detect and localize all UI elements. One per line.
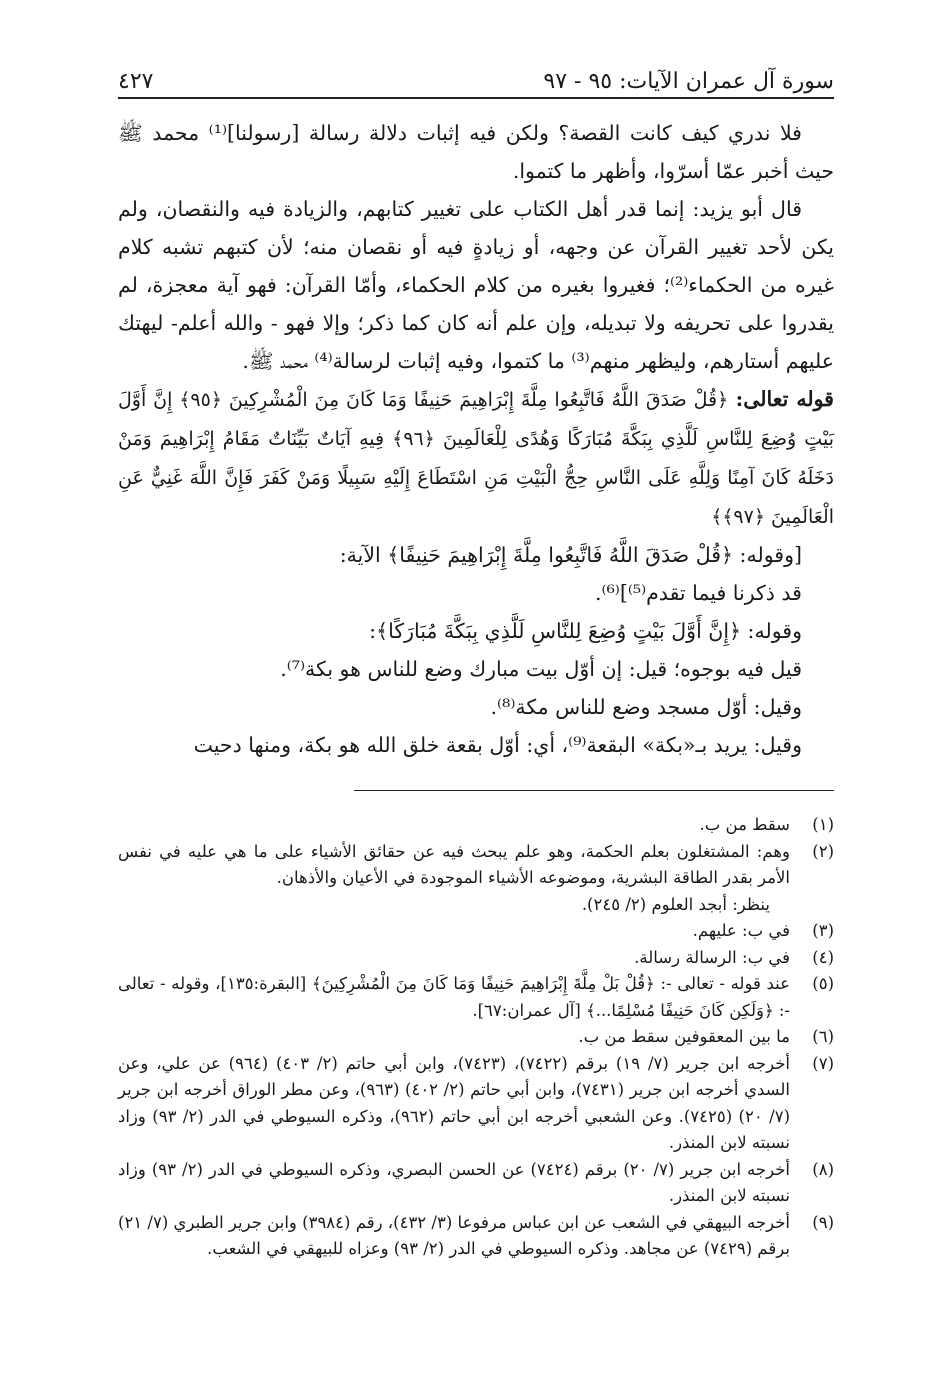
footnote-text: أخرجه ابن جرير (٧/ ١٩) برقم (٧٤٢٢)، (٧٤٢٣)، وابن أبي حاتم (٢/ ٤٠٣) (٩٦٤) عن علي، وعن السدي أخرجه ابن جرير (٧٤٣١)، وابن أبي حاتم (٢/ ٤٠٢) (٩٦٣)، وعن مطر الوراق أخرجه ابن جرير (٧/ ٢٠) (٧٤٢٥). وعن الشعبي أخرجه ابن أبي حاتم (٩٦٢)، وذكره السيوطي في الدر (٢/ ٩٣) وزاد نسبته لابن المنذر. — [118, 1053, 791, 1152]
footnote-number: (٨) — [812, 1159, 834, 1179]
footnote-number: (٤) — [812, 947, 834, 967]
footnote-number: (١) — [812, 815, 834, 834]
footnote-text: أخرجه ابن جرير (٧/ ٢٠) برقم (٧٤٢٤) عن الحسن البصري، وذكره السيوطي في الدر (٢/ ٩٣) وزاد نسبته لابن المنذر. — [118, 1159, 790, 1205]
footnote-text: عند قوله - تعالى -: ﴿قُلْ بَلْ مِلَّةَ إِبْرَاهِيمَ حَنِيفًا وَمَا كَانَ مِنَ الْمُشْرِكِينَ﴾ [البقرة:١٣٥]، وقوله - تعالى -: ﴿وَلَكِن كَانَ حَنِيفًا مُسْلِمًا...﴾ [آل عمران:٦٧]. — [118, 974, 791, 1020]
footnote — [118, 1210, 834, 1263]
verse-heading: قوله تعالى: — [735, 387, 834, 411]
footnote — [118, 918, 834, 945]
paragraph-2: قال أبو يزيد: إنما قدر أهل الكتاب على تغيير كتابهم، والزيادة فيه والنقصان، ولم يكن لأحد تغيير القرآن عن وجهه، أو زيادةٍ فيه أو نقصان منه؛ لأن كتبهم تشبه كلام غيره من الحكماء⁽²⁾؛ فغيروا بغيره من كلام الحكماء، وأمّا القرآن: فهو آية معجزة، لم يقدروا على تحريفه ولا تبديله، وإن علم أنه كان كما ذكر؛ وإلا فهو - والله أعلم- ليهتك عليهم أستارهم، وليظهر منهم⁽³⁾ ما كتموا، وفيه إثبات لرسالة⁽⁴⁾ محمد ﷺ. — [118, 197, 834, 373]
line-2: قد ذكرنا فيما تقدم⁽⁵⁾]⁽⁶⁾. — [595, 581, 802, 605]
footnote-text: في ب: الرسالة رسالة. — [634, 947, 790, 967]
footnote-text: سقط من ب. — [699, 815, 790, 834]
line-4: قيل فيه بوجوه؛ قيل: إن أوّل بيت مبارك وضع للناس هو بكة⁽⁷⁾. — [280, 657, 802, 681]
header-title: سورة آل عمران الآيات: ٩٥ - ٩٧ — [543, 69, 834, 94]
footnote — [118, 1157, 834, 1210]
line-3: وقوله: ﴿إِنَّ أَوَّلَ بَيْتٍ وُضِعَ لِلنَّاسِ لَلَّذِي بِبَكَّةَ مُبَارَكًا﴾: — [369, 619, 802, 643]
footnote-number: (٦) — [812, 1027, 834, 1046]
footnote-text: وهم: المشتغلون بعلم الحكمة، وهو علم يبحث فيه عن حقائق الأشياء على ما هي عليه في نفس الأمر بقدر الطاقة البشرية، وموضوعه الأشياء الموجودة في الأعيان والأذهان. — [118, 841, 790, 887]
main-text — [118, 114, 834, 764]
footnote-number: (٥) — [812, 974, 834, 993]
footnotes — [118, 812, 834, 1263]
footnote-divider — [354, 790, 834, 791]
paragraph-1: فلا ندري كيف كانت القصة؟ ولكن فيه إثبات دلالة رسالة [رسولنا]⁽¹⁾ محمد ﷺ حيث أخبر عمّا أسرّوا، وأظهر ما كتموا. — [118, 121, 834, 183]
footnote — [118, 1051, 834, 1157]
header-divider — [118, 97, 834, 99]
footnote — [118, 945, 834, 972]
footnote-number: (٧) — [812, 1053, 834, 1073]
footnote — [118, 1024, 834, 1051]
footnote — [118, 812, 834, 839]
footnote-reference: ينظر: أبجد العلوم (٢/ ٢٤٥). — [581, 894, 770, 914]
footnote — [118, 839, 834, 892]
running-header — [118, 58, 834, 94]
footnote-number: (٢) — [812, 841, 834, 861]
footnote-text: في ب: عليهم. — [692, 921, 790, 940]
footnote — [118, 971, 834, 1024]
footnote-number: (٣) — [812, 921, 834, 940]
line-1: [وقوله: ﴿قُلْ صَدَقَ اللَّهُ فَاتَّبِعُوا مِلَّةَ إِبْرَاهِيمَ حَنِيفًا﴾ الآية: — [339, 543, 802, 567]
footnote-text: ما بين المعقوفين سقط من ب. — [578, 1027, 790, 1046]
line-5: وقيل: أوّل مسجد وضع للناس مكة⁽⁸⁾. — [490, 695, 802, 719]
quran-verse: ﴿قُلْ صَدَقَ اللَّهُ فَاتَّبِعُوا مِلَّةَ إِبْرَاهِيمَ حَنِيفًا وَمَا كَانَ مِنَ الْمُشْرِكِينَ ﴿٩٥﴾ إِنَّ أَوَّلَ بَيْتٍ وُضِعَ لِلنَّاسِ لَلَّذِي بِبَكَّةَ مُبَارَكًا وَهُدًى لِلْعَالَمِينَ ﴿٩٦﴾ فِيهِ آيَاتٌ بَيِّنَاتٌ مَقَامُ إِبْرَاهِيمَ وَمَنْ دَخَلَهُ كَانَ آمِنًا وَلِلَّهِ عَلَى النَّاسِ حِجُّ الْبَيْتِ مَنِ اسْتَطَاعَ إِلَيْهِ سَبِيلًا وَمَنْ كَفَرَ فَإِنَّ اللَّهَ غَنِيٌّ عَنِ الْعَالَمِينَ ﴿٩٧﴾﴾ — [118, 389, 834, 528]
line-6: وقيل: يريد بـ«بكة» البقعة⁽⁹⁾، أي: أوّل بقعة خلق الله هو بكة، ومنها دحيت — [193, 733, 802, 757]
verse-block — [118, 380, 834, 536]
page-number: ٤٢٧ — [118, 69, 154, 94]
footnote-number: (٩) — [812, 1212, 834, 1232]
footnote-text: أخرجه البيهقي في الشعب عن ابن عباس مرفوعا (٣/ ٤٣٢)، رقم (٣٩٨٤) وابن جرير الطبري (٧/ ٢١) برقم (٧٤٢٩) عن مجاهد. وذكره السيوطي في الدر (٢/ ٩٣) وعزاه للبيهقي في الشعب. — [118, 1212, 790, 1258]
